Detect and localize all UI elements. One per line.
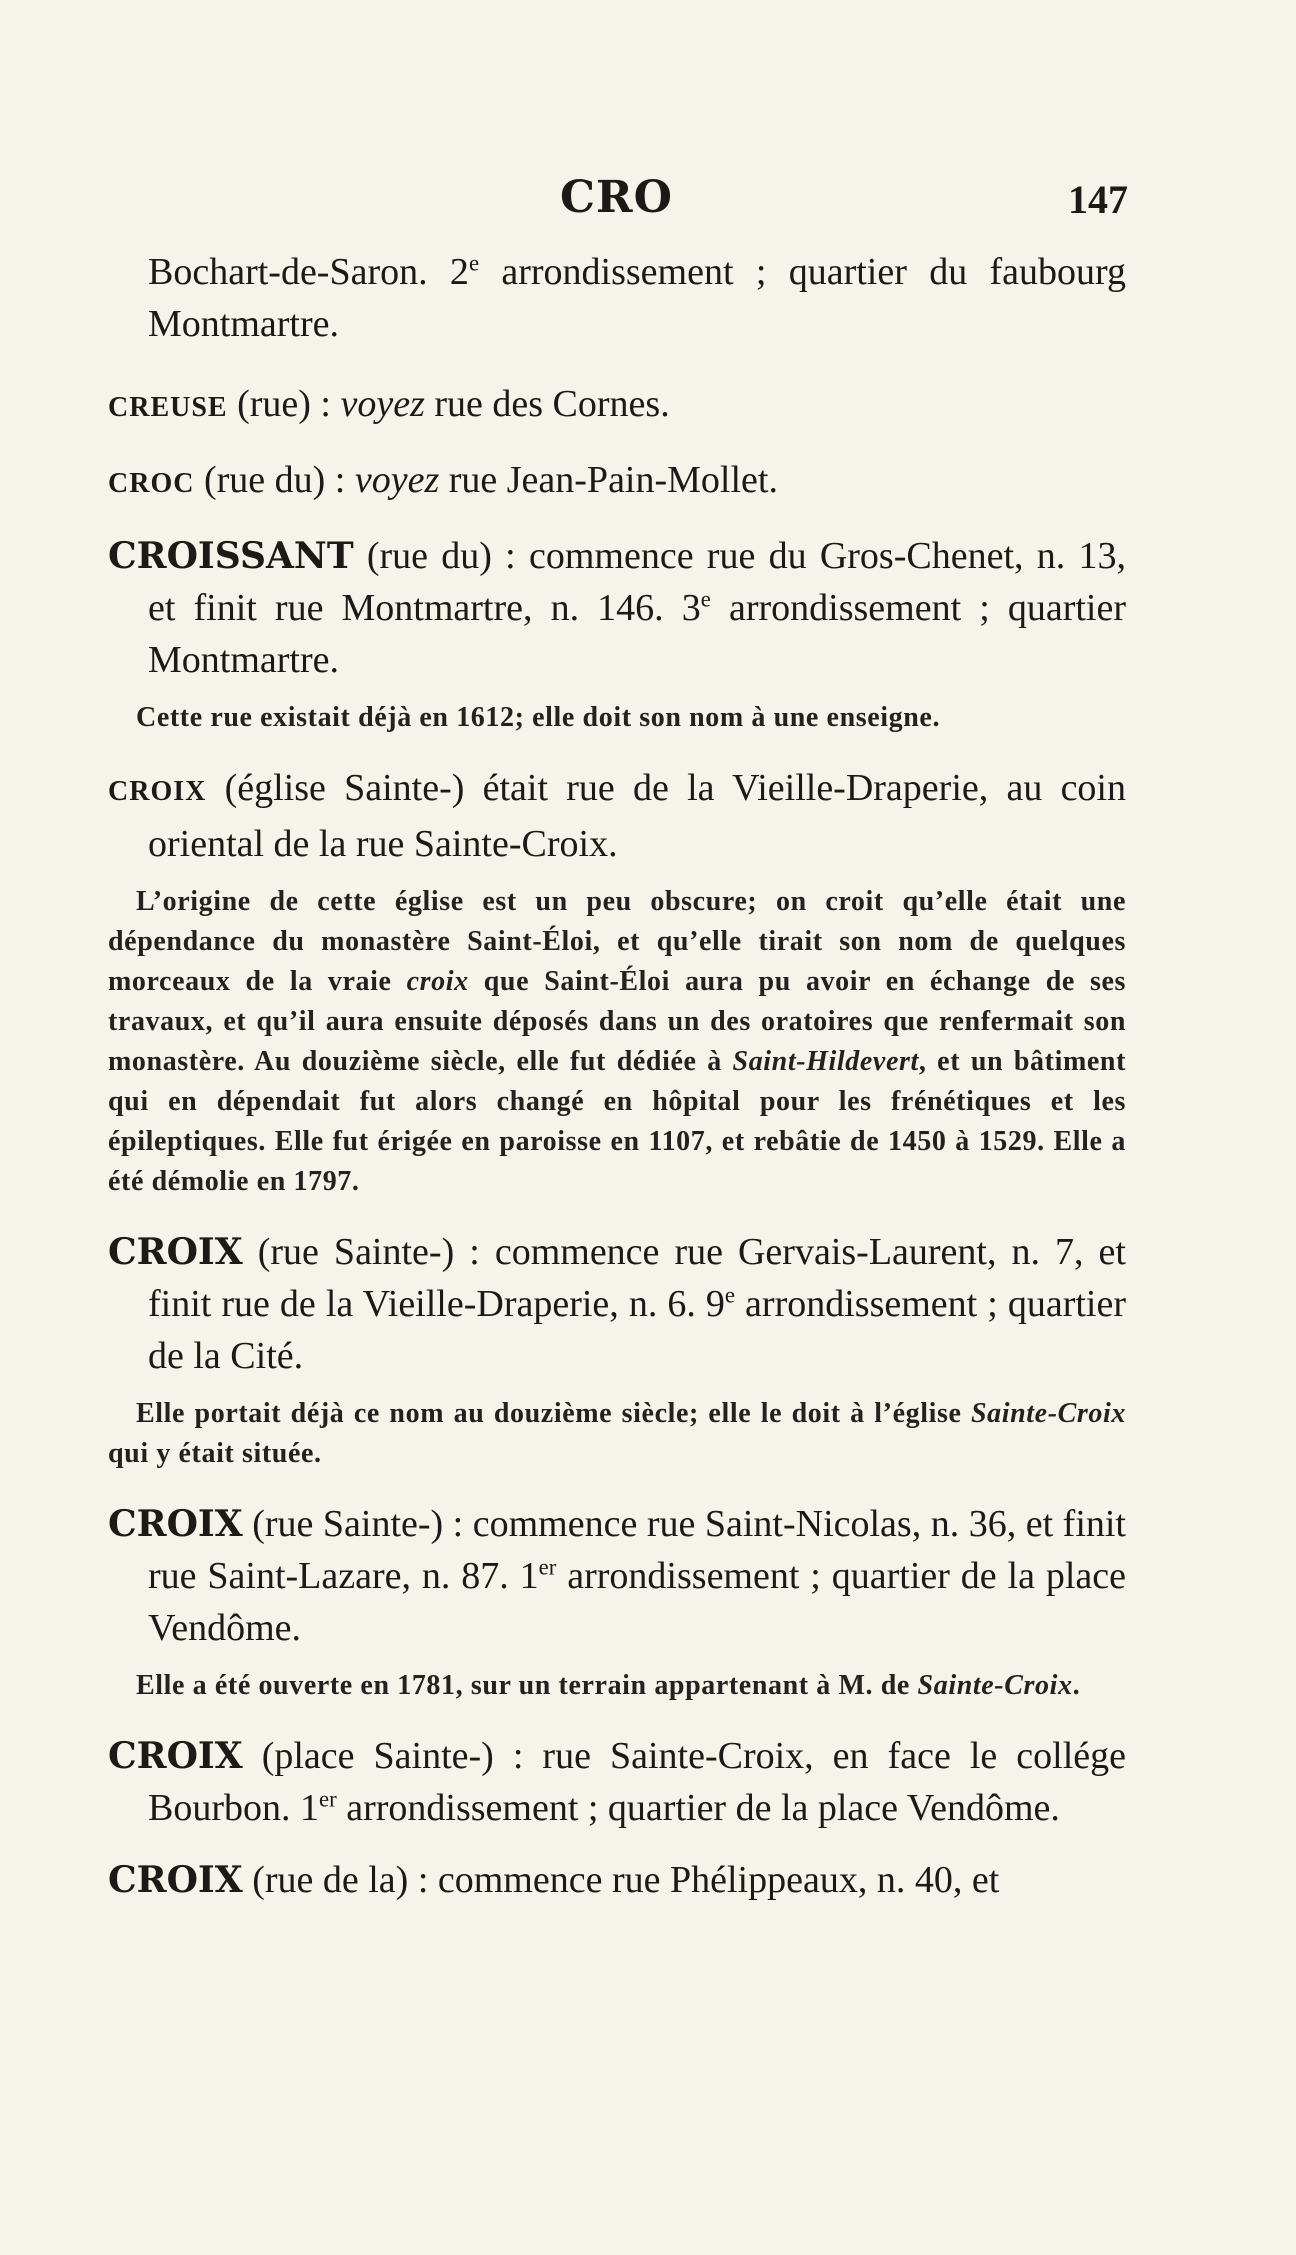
headword: CROIX — [108, 1859, 243, 1901]
entry-continuation: Bochart-de-Saron. 2e arrondissement ; quartier du faubourg Montmartre. — [148, 250, 1126, 345]
entry-rue-sainte-croix-cite: CROIX (rue Sainte-) : commence rue Gervais-Laurent, n. 7, et finit rue de la Vieille-Draperie, n. 6. 9e arrondissement ; quartier de la Cité. — [108, 1231, 1126, 1377]
headword: CROISSANT — [108, 535, 354, 577]
running-head: CRO — [560, 172, 673, 223]
entry-eglise-sainte-croix: CROIX (église Sainte-) était rue de la Vieille-Draperie, au coin oriental de la rue Sainte-Croix. — [108, 767, 1126, 865]
page-header — [0, 172, 1296, 232]
headword: CROIX — [108, 1231, 243, 1273]
note-croissant: Cette rue existait déjà en 1612; elle doit son nom à une enseigne. — [136, 702, 941, 733]
entry-croc: CROC (rue du) : voyez rue Jean-Pain-Mollet. — [108, 459, 778, 501]
entry-creuse: CREUSE (rue) : voyez rue des Cornes. — [108, 383, 670, 425]
headword: CROIX — [108, 776, 207, 807]
headword: CROIX — [108, 1503, 243, 1545]
headword: CREUSE — [108, 392, 228, 423]
note-rue-sainte-croix-vendome: Elle a été ouverte en 1781, sur un terrain appartenant à M. de Sainte-Croix. — [136, 1670, 1081, 1701]
entry-place-sainte-croix: CROIX (place Sainte-) : rue Sainte-Croix, en face le collége Bourbon. 1er arrondissement ; quartier de la place Vendôme. — [108, 1735, 1126, 1829]
note-eglise-sainte-croix: L’origine de cette église est un peu obscure; on croit qu’elle était une dépendance du monastère Saint-Éloi, et qu’elle tirait son nom de quelques morceaux de la vraie croix que Saint-Éloi aura pu avoir en échange de ses travaux, et qu’il aura ensuite déposés dans un des oratoires que renfermait son monastère. Au douzième siècle, elle fut dédiée à Saint-Hildevert, et un bâtiment qui en dépendait fut alors changé en hôpital pour les frénétiques et les épileptiques. Elle fut érigée en paroisse en 1107, et rebâtie de 1450 à 1529. Elle a été démolie en 1797. — [108, 886, 1127, 1197]
headword: CROIX — [108, 1735, 243, 1777]
page-number: 147 — [1068, 177, 1128, 222]
note-rue-sainte-croix-cite: Elle portait déjà ce nom au douzième siècle; elle le doit à l’église Sainte-Croix qui y était située. — [108, 1398, 1126, 1469]
entry-rue-de-la-croix: CROIX (rue de la) : commence rue Phélippeaux, n. 40, et — [108, 1859, 1000, 1901]
entry-croissant: CROISSANT (rue du) : commence rue du Gros-Chenet, n. 13, et finit rue Montmartre, n. 146. 3e arrondissement ; quartier Montmartre. — [108, 535, 1127, 681]
entry-rue-sainte-croix-vendome: CROIX (rue Sainte-) : commence rue Saint-Nicolas, n. 36, et finit rue Saint-Lazare, n. 87. 1er arrondissement ; quartier de la place Vendôme. — [108, 1503, 1126, 1649]
page-content — [108, 246, 1126, 1926]
headword: CROC — [108, 468, 195, 499]
